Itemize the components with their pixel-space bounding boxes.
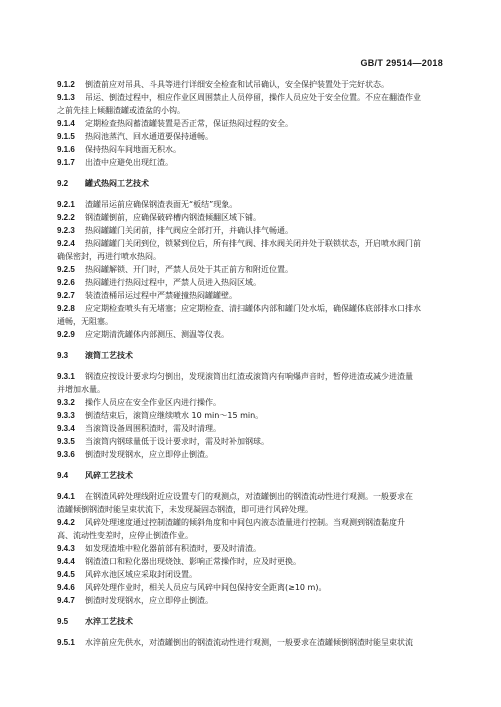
clause-text: 通畅，无阻塞。 [57, 317, 113, 326]
clause-number: 9.1.3 [57, 93, 75, 102]
clause-paragraph [57, 594, 445, 607]
clause-number: 9.2.2 [57, 213, 75, 222]
section-number: 9.3 [57, 351, 69, 360]
clause-number: 9.1.7 [57, 158, 75, 167]
clause-text: 应定期检查喷头有无堵塞；应定期检查、清扫罐体内部和罐门处水垢，确保罐体底部排水口排水 [85, 304, 421, 313]
clause-text: 装渣渣桶吊运过程中严禁碰撞热闷罐罐壁。 [85, 291, 237, 300]
section-heading [57, 349, 445, 362]
clause-text: 倒渣时发现钢水，应立即停止倒渣。 [85, 450, 213, 459]
clause-paragraph [57, 224, 445, 237]
clause-text: 渣罐倾倒钢渣时能呈束状流下，未发现凝固态钢渣，即可进行风碎处理。 [57, 505, 313, 514]
clause-number: 9.3.2 [57, 398, 75, 407]
clause-paragraph [57, 448, 445, 461]
clause-paragraph [57, 568, 445, 581]
clause-paragraph [57, 237, 445, 250]
section-number: 9.4 [57, 471, 69, 480]
clause-number: 9.1.6 [57, 145, 75, 154]
clause-text: 钢渣罐倒前，应确保破碎槽内钢渣倾翻区域下铺。 [85, 213, 261, 222]
clause-paragraph [57, 198, 445, 211]
clause-number: 9.4.6 [57, 583, 75, 592]
clause-text: 热闷罐进行热闷过程中，严禁人员进入热闷区域。 [85, 278, 261, 287]
clause-paragraph [57, 276, 445, 289]
clause-paragraph [57, 302, 445, 315]
clause-text: 操作人员应在安全作业区内进行操作。 [85, 398, 221, 407]
clause-paragraph [57, 422, 445, 435]
clause-text: 并增加水量。 [57, 385, 105, 394]
standard-code-header: GB/T 29514—2018 [360, 58, 443, 68]
clause-text: 吊运、倒渣过程中，相应作业区周围禁止人员停留，操作人员应处于安全位置。不应在翻渣作业 [85, 93, 421, 102]
clause-number: 9.2.4 [57, 239, 75, 248]
clause-text: 渣罐吊运前应确保钢渣表面无“板结”现象。 [85, 200, 238, 209]
clause-paragraph [57, 542, 445, 555]
clause-paragraph [57, 435, 445, 448]
clause-continuation [57, 529, 445, 542]
clause-number: 9.4.5 [57, 570, 75, 579]
section-number: 9.2 [57, 179, 69, 188]
clause-text: 水淬前应先供水，对渣罐倒出的钢渣流动性进行观测，一般要求在渣罐倾倒钢渣时能呈束状流 [85, 638, 413, 647]
clause-paragraph [57, 581, 445, 594]
clause-number: 9.2.9 [57, 330, 75, 339]
clause-number: 9.2.5 [57, 265, 75, 274]
clause-text: 钢渣渣口和粒化器出现烧蚀、影响正常操作时，应及时更换。 [85, 557, 301, 566]
clause-number: 9.3.4 [57, 424, 75, 433]
section-number: 9.5 [57, 617, 69, 626]
clause-number: 9.1.5 [57, 132, 75, 141]
clause-number: 9.4.2 [57, 518, 75, 527]
clause-paragraph [57, 156, 445, 169]
clause-continuation [57, 315, 445, 328]
document-body [57, 78, 445, 649]
section-heading [57, 469, 445, 482]
clause-text: 当滚筒设备周围积渣时，需及时清理。 [85, 424, 221, 433]
clause-text: 热闷池蒸汽、回水通道要保持通畅。 [85, 132, 213, 141]
clause-text: 应定期清洗罐体内部测压、测温等仪表。 [85, 330, 229, 339]
clause-number: 9.4.4 [57, 557, 75, 566]
clause-number: 9.1.2 [57, 80, 75, 89]
section-title: 滚筒工艺技术 [85, 351, 133, 360]
clause-paragraph [57, 91, 445, 104]
clause-continuation [57, 104, 445, 117]
clause-paragraph [57, 409, 445, 422]
clause-text: 风碎处理速度通过控制渣罐的倾斜角度和中间包内液态渣量进行控制。当观测到钢渣黏度升 [85, 518, 405, 527]
clause-number: 9.1.4 [57, 119, 75, 128]
clause-paragraph [57, 370, 445, 383]
clause-text: 之前先挂上倾翻渣罐或渣盆的小钩。 [57, 106, 185, 115]
clause-paragraph [57, 289, 445, 302]
clause-text: 倒渣结束后，滚筒应继续喷水 10 min～15 min。 [85, 411, 264, 420]
clause-number: 9.2.6 [57, 278, 75, 287]
clause-number: 9.2.1 [57, 200, 75, 209]
clause-text: 倒渣前应对吊具、斗具等进行详细安全检查和试吊确认，安全保护装置处于完好状态。 [85, 80, 389, 89]
clause-number: 9.3.6 [57, 450, 75, 459]
clause-number: 9.4.1 [57, 492, 75, 501]
clause-continuation [57, 383, 445, 396]
clause-paragraph [57, 490, 445, 503]
clause-paragraph [57, 328, 445, 341]
clause-number: 9.2.7 [57, 291, 75, 300]
clause-number: 9.2.8 [57, 304, 75, 313]
clause-text: 高、流动性变差时，应停止倒渣作业。 [57, 531, 193, 540]
clause-paragraph [57, 636, 445, 649]
clause-paragraph [57, 130, 445, 143]
clause-paragraph [57, 117, 445, 130]
clause-number: 9.4.3 [57, 544, 75, 553]
clause-text: 出渣中应避免出现红渣。 [85, 158, 173, 167]
clause-text: 如发现渣堆中粒化器前部有积渣时，要及时清渣。 [85, 544, 261, 553]
section-heading [57, 177, 445, 190]
clause-paragraph [57, 211, 445, 224]
clause-number: 9.3.3 [57, 411, 75, 420]
clause-paragraph [57, 516, 445, 529]
clause-continuation [57, 250, 445, 263]
clause-text: 风碎处理作业时，相关人员应与风碎中间包保持安全距离(≥10 m)。 [85, 583, 327, 592]
clause-text: 热闷罐罐门关闭到位，锁紧到位后，所有排气阀、排水阀关闭并处于联锁状态，开启喷水阀门前 [85, 239, 421, 248]
section-heading [57, 615, 445, 628]
clause-paragraph [57, 263, 445, 276]
section-title: 罐式热闷工艺技术 [85, 179, 149, 188]
clause-text: 热闷罐解锁、开门时，严禁人员处于其正前方和附近位置。 [85, 265, 293, 274]
clause-text: 钢渣应按设计要求均匀倒出，发现滚筒出红渣或滚筒内有响爆声音时，暂停进渣或减少进渣量 [85, 372, 413, 381]
clause-text: 保持热闷车间地面无积水。 [85, 145, 181, 154]
clause-paragraph [57, 396, 445, 409]
clause-paragraph [57, 143, 445, 156]
clause-number: 9.3.1 [57, 372, 75, 381]
clause-number: 9.3.5 [57, 437, 75, 446]
clause-number: 9.4.7 [57, 596, 75, 605]
clause-paragraph [57, 555, 445, 568]
clause-number: 9.5.1 [57, 638, 75, 647]
clause-text: 定期检查热闷蓄渣罐装置是否正常，保证热闷过程的安全。 [85, 119, 293, 128]
clause-text: 在钢渣风碎处理线附近应设置专门的观测点，对渣罐倒出的钢渣流动性进行观测。一般要求在 [85, 492, 413, 501]
clause-text: 风碎水池区域应采取封闭设置。 [85, 570, 197, 579]
section-title: 水淬工艺技术 [85, 617, 133, 626]
section-title: 风碎工艺技术 [85, 471, 133, 480]
clause-text: 当滚筒内钢球量低于设计要求时，需及时补加钢球。 [85, 437, 269, 446]
clause-text: 确保密封，再进行喷水热闷。 [57, 252, 161, 261]
clause-number: 9.2.3 [57, 226, 75, 235]
clause-continuation [57, 503, 445, 516]
clause-paragraph [57, 78, 445, 91]
clause-text: 热闷罐罐门关闭前，排气阀应全部打开，并确认排气畅通。 [85, 226, 293, 235]
clause-text: 倒渣时发现钢水，应立即停止倒渣。 [85, 596, 213, 605]
